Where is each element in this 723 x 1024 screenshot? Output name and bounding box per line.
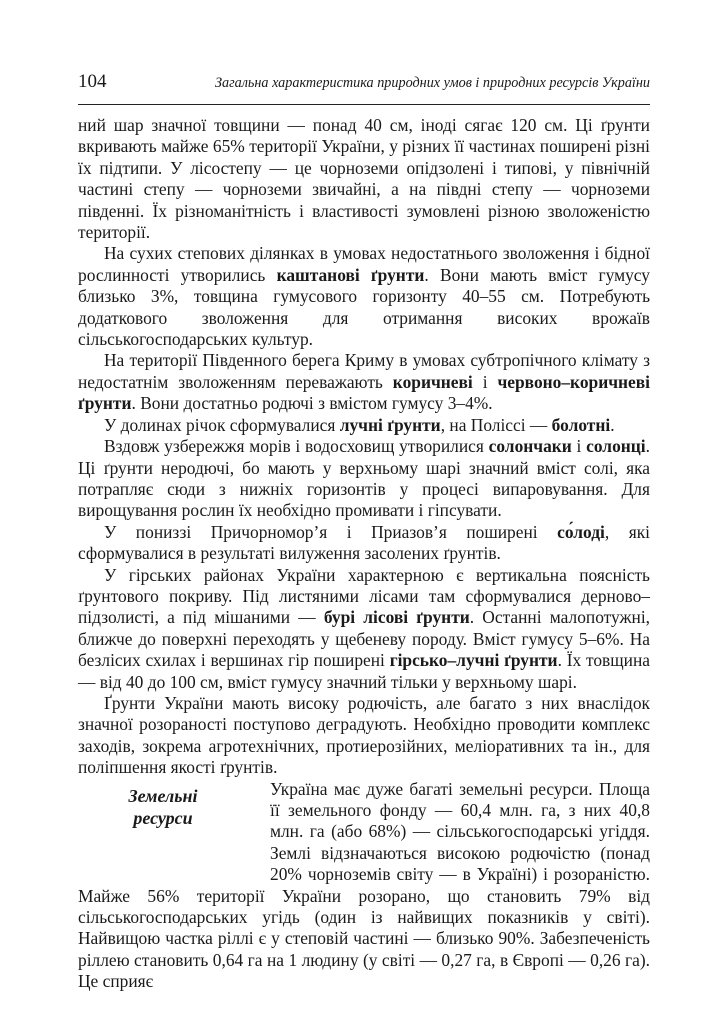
bold-term: лучні ґрунти [339, 414, 441, 435]
text-run: Ґрунти України мають високу родючість, але багато з них внаслідок значної розораності поступово деградують. Необхідно проводити комплекс заходів, зокрема агротехнічних, протиерозійних, меліоративних та ін., для поліпшення якості ґрунтів. [78, 692, 650, 778]
text-run: . Останні малопотужні, ближче до поверхні переходять у щебеневу породу. Вміст гумусу 5–6%. На безлісих схилах і вершинах гір поширені [78, 607, 650, 671]
text-run: ний шар значної товщини — понад 40 см, іноді сягає 120 см. Ці ґрунти вкривають майже 65% території України, у різних її частинах поширені різні їх підтипи. У лісостепу — це чорноземи опідзолені і типові, у північній частині степу — чорноземи звичайні, а на півдні степу — чорноземи південні. Їх різноманітність і властивості зумовлені різною зволоженістю території. [78, 115, 650, 243]
bold-term: болотні [551, 414, 611, 435]
text-run: У долинах річок сформувалися [104, 414, 340, 435]
paragraph-list [78, 115, 650, 779]
body-text [78, 115, 650, 993]
section-paragraph: Україна має дуже багаті земельні ресурси. Площа її земельного фонду — 60,4 млн. га, з них 40,8 млн. га (або 68%) — сільськогосподарські угіддя. Землі відзначаються високою родючістю (понад 20% чорноземів світу — в Україні) і розораністю. Майже 56% території України розорано, що становить 79% від сільськогосподарських угідь (один із найвищих показників у світі). Найвищою частка ріллі є у степовій частині — близько 90%. Забезпеченість ріллею становить 0,64 га на 1 людину (у світі — 0,27 га, в Європі — 0,26 га). Це сприяє [78, 778, 650, 992]
paragraph [78, 565, 650, 693]
text-run: . Вони достатньо родючі з вмістом гумусу 3–4%. [131, 393, 493, 414]
text-run: У гірських районах України характерною є вертикальна поясність ґрунтового покриву. Під листяними лісами там сформувалися дерново–підзолисті, а під мішаними — [78, 564, 650, 628]
text-run: , які сформувалися в результаті вилуження засолених ґрунтів. [78, 521, 650, 564]
text-run: На сухих степових ділянках в умовах недостатнього зволоження і бідної рослинності утворились [78, 243, 650, 285]
bold-term: коричневі [392, 371, 473, 392]
text-run: , на Поліссі — [440, 414, 552, 435]
paragraph [78, 350, 650, 414]
bold-term: червоно–коричневі ґрунти [78, 371, 650, 414]
bold-term: солончаки [488, 436, 572, 457]
page-number: 104 [78, 71, 107, 92]
bold-term: солонці [586, 436, 646, 457]
paragraph [78, 415, 650, 436]
text-run: . Ці ґрунти неродючі, бо мають у верхньому шарі значний вміст солі, яка потрапляє сюди з нижніх горизонтів у процесі випаровування. Для вирощування рослин їх необхідно промивати і гіпсувати. [78, 436, 650, 521]
sidebar-heading-box [78, 785, 248, 867]
header-rule [78, 104, 650, 105]
paragraph [78, 243, 650, 350]
land-resources-section [78, 779, 650, 993]
text-run: і [571, 436, 587, 457]
paragraph [78, 115, 650, 243]
text-run: . Їх товщина — від 40 до 100 см, вміст гумусу значний тільки у верхньому шарі. [78, 650, 650, 692]
paragraph [78, 436, 650, 522]
bold-term: гірсько–лучні ґрунти [389, 650, 558, 671]
running-title: Загальна характеристика природних умов і природних ресурсів України [215, 75, 650, 91]
text-run: У пониззі Причорномор’я і Приазов’я поширені [104, 521, 558, 542]
paragraph [78, 693, 650, 779]
section-heading-line1: Земельні [128, 785, 198, 806]
page-header [78, 70, 650, 98]
bold-term: каштанові ґрунти [276, 264, 425, 285]
text-run: . Вони мають вміст гумусу близько 3%, товщина гумусового горизонту 40–55 см. Потребують додаткового зволоження для отримання високих врожаїв сільськогосподарських культур. [78, 264, 650, 350]
text-run: і [472, 371, 498, 392]
paragraph [78, 522, 650, 565]
section-heading-line2: ресурси [133, 807, 193, 828]
text-run: Вздовж узбережжя морів і водосховищ утворилися [104, 436, 489, 457]
bold-term: со́лоді [557, 521, 605, 542]
bold-term: бурі лісові ґрунти [323, 607, 470, 628]
text-run: На території Південного берега Криму в умовах субтропічного клімату з недостатнім зволоженням переважають [78, 350, 650, 392]
text-run: . [610, 414, 615, 435]
